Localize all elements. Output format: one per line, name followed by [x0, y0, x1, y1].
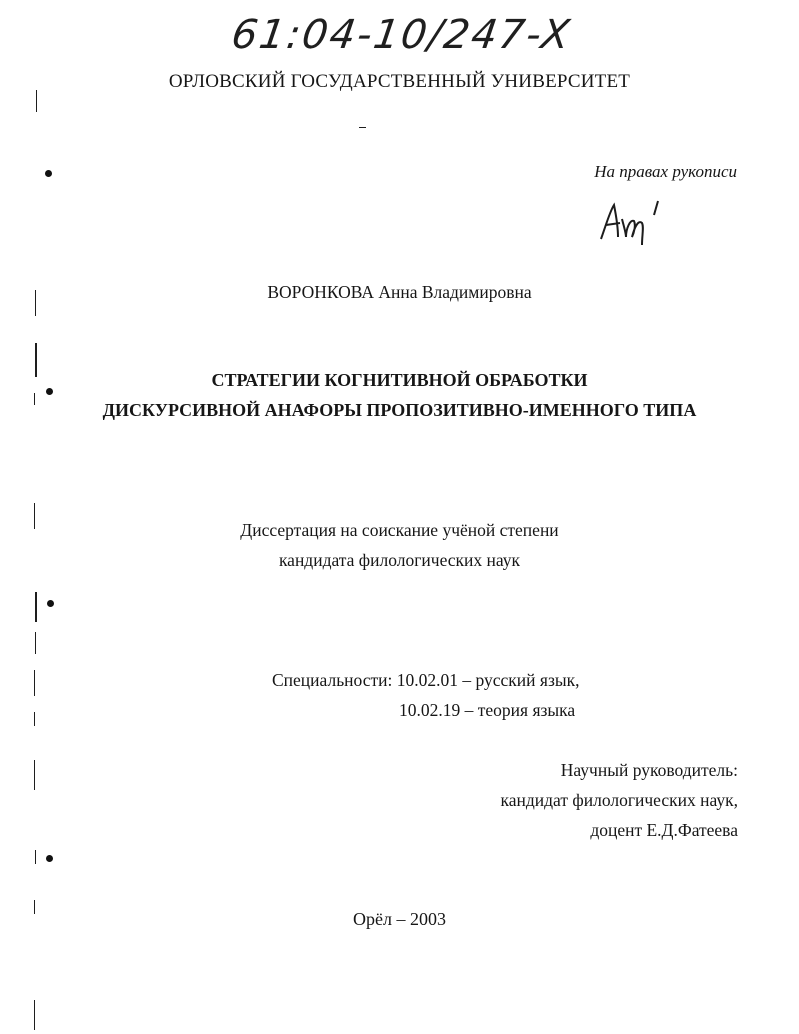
degree-statement-line-2: кандидата филологических наук [278, 550, 521, 570]
scan-edge-line [34, 670, 35, 696]
specialty-line-1: Специальности: 10.02.01 – русский язык, [272, 670, 580, 690]
university-name: ОРЛОВСКИЙ ГОСУДАРСТВЕННЫЙ УНИВЕРСИТЕТ [168, 71, 631, 92]
scan-edge-line [35, 850, 36, 864]
scan-edge-line [35, 592, 37, 622]
dissertation-title-line-1: СТРАТЕГИИ КОГНИТИВНОЙ ОБРАБОТКИ [211, 370, 588, 390]
binding-hole-mark [46, 388, 53, 395]
scan-edge-line [34, 1000, 35, 1030]
scan-edge-line [34, 760, 35, 790]
scan-edge-line [34, 712, 35, 726]
supervisor-degree: кандидат филологических наук, [500, 790, 738, 810]
signature-image [596, 197, 676, 249]
dissertation-title-line-2: ДИСКУРСИВНОЙ АНАФОРЫ ПРОПОЗИТИВНО-ИМЕННОГО ТИПА [102, 400, 697, 420]
binding-hole-mark [46, 855, 53, 862]
binding-hole-mark [47, 600, 54, 607]
stray-mark [359, 127, 366, 128]
scan-edge-line [35, 632, 36, 654]
handwritten-catalog-number: 61:04-10/247-X [228, 12, 575, 58]
binding-hole-mark [45, 170, 52, 177]
supervisor-name: доцент Е.Д.Фатеева [590, 820, 738, 840]
scan-edge-line [35, 343, 37, 377]
scan-edge-line [35, 290, 36, 316]
author-name: ВОРОНКОВА Анна Владимировна [267, 282, 532, 302]
scan-edge-line [34, 503, 35, 529]
scan-edge-line [34, 393, 35, 405]
scan-edge-line [34, 900, 35, 914]
scan-edge-line [36, 90, 37, 112]
degree-statement-line-1: Диссертация на соискание учёной степени [240, 520, 559, 540]
city-year: Орёл – 2003 [353, 909, 446, 929]
specialty-line-2: 10.02.19 – теория языка [399, 700, 576, 720]
supervisor-heading: Научный руководитель: [560, 760, 738, 780]
manuscript-rights-label: На правах рукописи [594, 162, 737, 181]
